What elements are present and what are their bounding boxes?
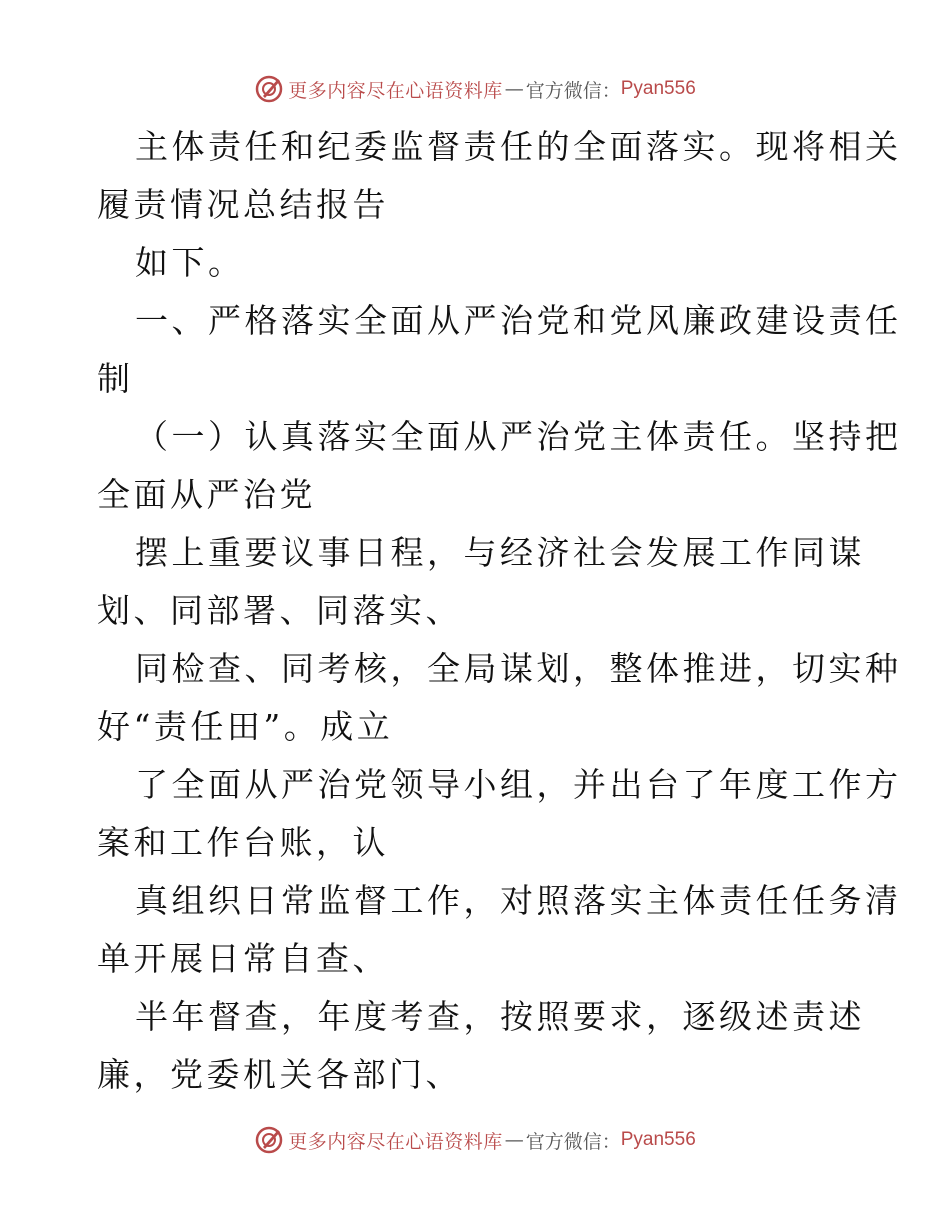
watermark-id: Pyan556 bbox=[620, 1129, 696, 1150]
body-line: 好“责任田”。成立 bbox=[97, 707, 394, 746]
body-line: 制 bbox=[97, 359, 134, 398]
body-line: 廉，党委机关各部门、 bbox=[97, 1055, 462, 1094]
body-line: 一、严格落实全面从严治党和党风廉政建设责任 bbox=[135, 301, 902, 340]
body-line: 全面从严治党 bbox=[97, 475, 316, 514]
pen-logo-icon bbox=[254, 74, 284, 104]
watermark-label: 官方微信： bbox=[525, 1130, 621, 1153]
body-line: 了全面从严治党领导小组，并出台了年度工作方 bbox=[135, 765, 902, 804]
body-line: 划、同部署、同落实、 bbox=[97, 591, 462, 630]
body-line: 主体责任和纪委监督责任的全面落实。现将相关 bbox=[135, 127, 902, 166]
footer-watermark bbox=[0, 1123, 950, 1157]
body-line: 摆上重要议事日程，与经济社会发展工作同谋 bbox=[135, 533, 865, 572]
watermark-site: 更多内容尽在心语资料库 bbox=[288, 1130, 503, 1153]
pen-logo-icon bbox=[254, 1125, 284, 1155]
body-line: 如下。 bbox=[135, 243, 245, 282]
body-line: 案和工作台账，认 bbox=[97, 823, 389, 862]
body-line: 同检查、同考核，全局谋划，整体推进，切实种 bbox=[135, 649, 902, 688]
document-body bbox=[97, 118, 902, 1104]
watermark-separator: — bbox=[504, 78, 524, 100]
watermark-id: Pyan556 bbox=[620, 78, 696, 99]
body-line: 履责情况总结报告 bbox=[97, 185, 389, 224]
body-line: 真组织日常监督工作，对照落实主体责任任务清 bbox=[135, 881, 902, 920]
watermark-separator: — bbox=[504, 1129, 524, 1151]
watermark-label: 官方微信： bbox=[525, 79, 621, 102]
body-line: （一）认真落实全面从严治党主体责任。坚持把 bbox=[135, 417, 902, 456]
watermark-site: 更多内容尽在心语资料库 bbox=[288, 79, 503, 102]
body-line: 半年督查，年度考查，按照要求，逐级述责述 bbox=[135, 997, 865, 1036]
body-line: 单开展日常自查、 bbox=[97, 939, 389, 978]
header-watermark bbox=[0, 72, 950, 106]
